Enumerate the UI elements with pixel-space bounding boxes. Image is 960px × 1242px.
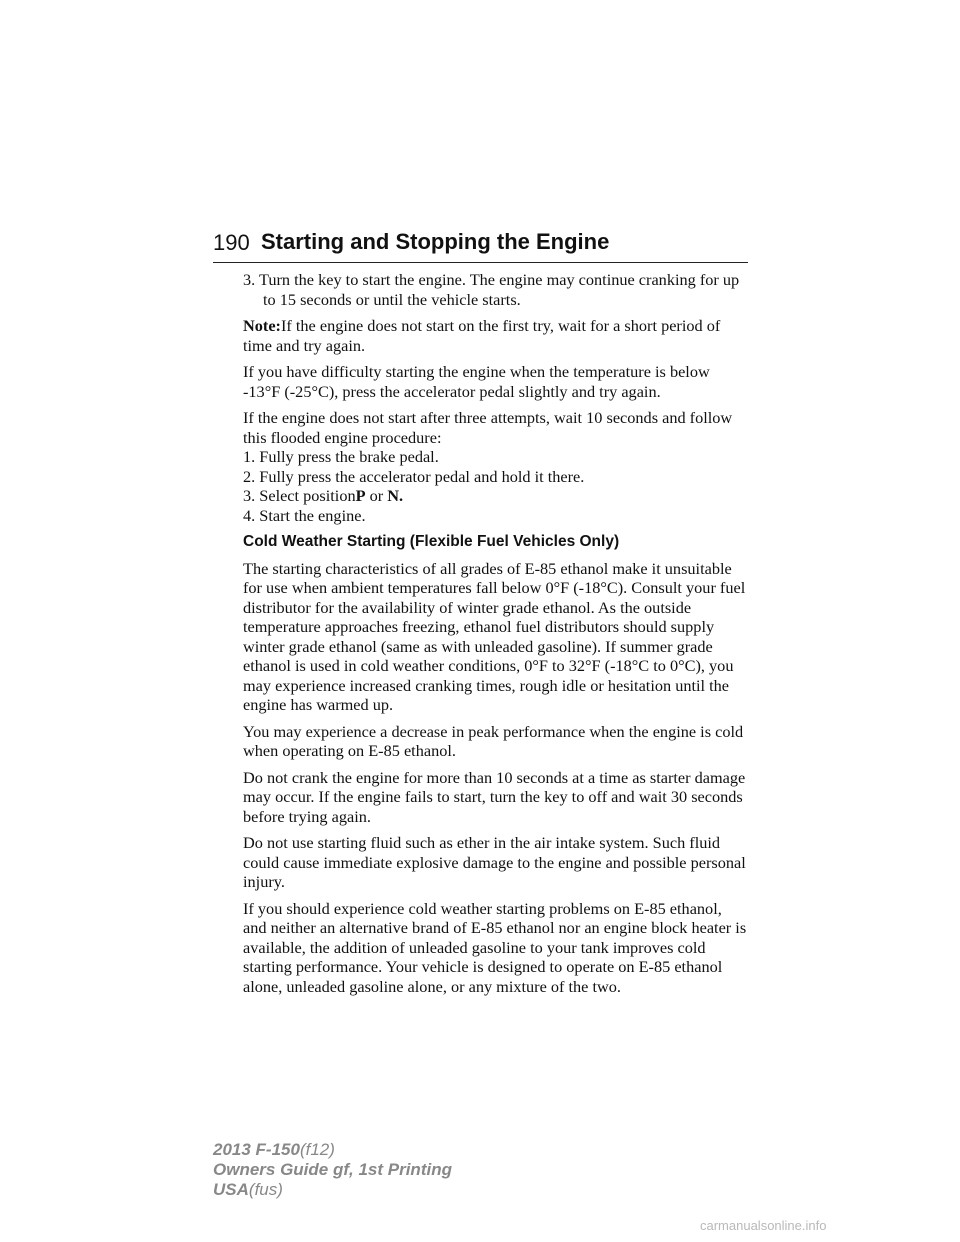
footer-model: 2013 F-150 bbox=[213, 1140, 300, 1159]
list-item: 2. Fully press the accelerator pedal and hold it there. bbox=[243, 466, 585, 486]
footer-region-code: (fus) bbox=[248, 1180, 283, 1199]
performance-paragraph: You may experience a decrease in peak performance when the engine is cold when operating on E-85 ethanol. bbox=[243, 721, 744, 760]
flooded-intro: If the engine does not start after three attempts, wait 10 seconds and follow this flooded engine procedure: bbox=[243, 408, 733, 447]
list-item: 1. Fully press the brake pedal. bbox=[243, 447, 439, 466]
footer-region: USA bbox=[213, 1180, 249, 1199]
footer-guide-line: Owners Guide gf, 1st Printing bbox=[213, 1160, 452, 1179]
note-text: If the engine does not start on the first try, wait for a short period of time and try again. bbox=[243, 316, 721, 355]
cold-temperature-paragraph: If you have difficulty starting the engine when the temperature is below -13°F (-25°C), press the accelerator pedal slightly and try again. bbox=[243, 362, 710, 401]
page-number: 190 bbox=[213, 230, 250, 255]
footer-region-line bbox=[213, 1180, 452, 1200]
note-label: Note: bbox=[243, 316, 281, 335]
list-item: 4. Start the engine. bbox=[243, 505, 366, 525]
select-position-text: 3. Select position bbox=[243, 486, 356, 505]
starting-fluid-paragraph: Do not use starting fluid such as ether in the air intake system. Such fluid could cause immediate explosive damage to the engine and possible personal injury. bbox=[243, 833, 746, 891]
position-n: N. bbox=[387, 486, 404, 505]
footer-model-code: (f12) bbox=[299, 1140, 335, 1159]
cold-problems-paragraph: If you should experience cold weather starting problems on E-85 ethanol, and neither an alternative brand of E-85 ethanol nor an engine block heater is available, the addition of unleaded gasoline to your tank improves cold starting performance. Your vehicle is designed to operate on E-85 ethanol alone, unleaded gasoline alone, or any mixture of the two. bbox=[243, 898, 747, 996]
list-item-select-position bbox=[243, 486, 748, 506]
page-title: Starting and Stopping the Engine bbox=[261, 229, 610, 254]
document-footer bbox=[213, 1140, 452, 1200]
flooded-engine-procedure bbox=[243, 408, 748, 525]
crank-warning-paragraph: Do not crank the engine for more than 10 seconds at a time as starter damage may occur. If the engine fails to start, turn the key to off and wait 30 seconds before trying again. bbox=[243, 767, 746, 826]
section-heading-cold-weather: Cold Weather Starting (Flexible Fuel Vehicles Only) bbox=[243, 533, 620, 550]
characteristics-paragraph: The starting characteristics of all grades of E-85 ethanol make it unsuitable for use when ambient temperatures fall below 0°F (-18°C). Consult your fuel distributor for the availability of winter grade ethanol. As the outside temperature approaches freezing, ethanol fuel distributors should supply winter grade ethanol (same as with unleaded gasoline). If summer grade ethanol is used in cold weather conditions, 0°F to 32°F (-18°C to 0°C), you may experience increased cranking times, rough idle or hesitation until the engine has warmed up. bbox=[243, 558, 746, 714]
note-paragraph bbox=[243, 316, 748, 355]
position-or: or bbox=[365, 486, 388, 505]
position-p: P bbox=[355, 486, 366, 505]
page-content bbox=[243, 270, 748, 1003]
step-turn-key: 3. Turn the key to start the engine. The engine may continue cranking for up to 15 seconds or until the vehicle starts. bbox=[243, 270, 740, 309]
footer-model-line bbox=[213, 1140, 452, 1160]
page-header bbox=[213, 228, 748, 263]
watermark: carmanualsonline.info bbox=[700, 1218, 827, 1233]
